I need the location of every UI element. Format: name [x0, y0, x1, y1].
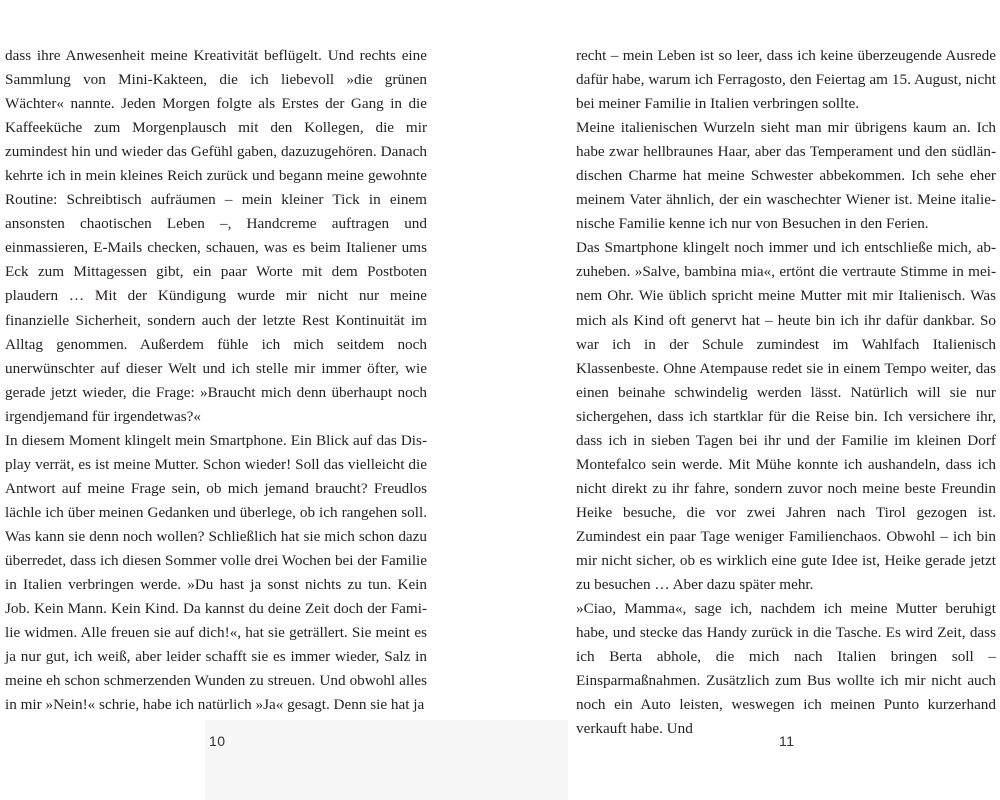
left-page — [0, 44, 440, 800]
right-page-text — [576, 44, 996, 741]
paragraph: Meine italienischen Wurzeln sieht man mir übrigens kaum an. Ich habe zwar hellbraunes Haar, aber das Temperament und den südländischen Charme hat meine Schwester abbekommen. Ich sehe eher meinem Vater ähnlich, der ein waschechter Wiener ist. Meine italienische Familie kenne ich nur von Besuchen in den Ferien. — [576, 119, 996, 233]
right-page-number: 11 — [779, 733, 795, 749]
paragraph: dass ihre Anwesenheit meine Kreativität beflügelt. Und rechts eine Sammlung von Mini-Kakteen, die ich liebevoll »die grünen Wächter« nannte. Jeden Morgen folgte als Erstes der Gang in die Kaffeeküche zum Morgenplausch mit den Kollegen, die mir zumindest hin und wieder das Gefühl gaben, dazuzugehören. Danach kehrte ich in mein kleines Reich zurück und begann meine gewohnte Routine: Schreibtisch aufräumen – mein kleiner Tick in einem ansonsten chaotischen Leben –, Handcreme auftragen und einmassieren, E-Mails checken, schauen, was es beim Italiener ums Eck zum Mittagessen gibt, ein paar Worte mit dem Postboten plaudern … Mit der Kündigung wurde mir nicht nur meine finanzielle Sicherheit, sondern auch der letzte Rest Kontinuität im Alltag genommen. Außerdem fühle ich mich seitdem noch unerwünschter auf dieser Welt und ich stelle mir immer öfter, wie gerade jetzt wieder, die Frage: »Braucht mich denn überhaupt noch irgendjemand für irgendetwas?« — [5, 47, 427, 425]
paragraph: Das Smartphone klingelt noch immer und ich entschließe mich, abzuheben. »Salve, bambina mia«, ertönt die vertraute Stimme in meinem Ohr. Wie üblich spricht meine Mutter mit mir Italienisch. Was mich als Kind oft genervt hat – heute bin ich ihr dafür dankbar. So war ich in der Schule zumindest im Wahlfach Italienisch Klassenbeste. Ohne Atempause redet sie in einem Tempo weiter, das einen beinahe schwindelig werden lässt. Natürlich will sie nur sichergehen, dass ich startklar für die Reise bin. Ich versichere ihr, dass ich in sieben Tagen bei ihr und der Familie im kleinen Dorf Montefalco sein werde. Mit Mühe konnte ich aushandeln, dass ich nicht direkt zu ihr fahre, sondern zuvor noch meine beste Freundin Heike besuche, die vor zwei Jahren nach Tirol gezogen ist. Zumindest ein paar Tage weniger Familienchaos. Obwohl – ich bin mir nicht sicher, ob es wirklich eine gute Idee ist, Heike gerade jetzt zu besuchen … Aber dazu später mehr. — [576, 239, 996, 594]
paragraph: In diesem Moment klingelt mein Smartphone. Ein Blick auf das Display verrät, es ist meine Mutter. Schon wieder! Soll das vielleicht die Antwort auf meine Frage sein, ob mich jemand braucht? Freudlos lächle ich über meinen Gedanken und überlege, ob ich rangehen soll. Was kann sie denn noch wollen? Schließlich hat sie mich schon dazu überredet, dass ich diesen Sommer volle drei Wochen bei der Familie in Italien verbringen werde. »Du hast ja sonst nichts zu tun. Kein Job. Kein Mann. Kein Kind. Da kannst du deine Zeit doch der Familie widmen. Alle freuen sie auf dich!«, hat sie geträllert. Sie meint es ja nur gut, ich weiß, aber leider schafft sie es immer wieder, Salz in meine eh schon schmerzenden Wunden zu streuen. Und obwohl alles in mir »Nein!« schrie, habe ich natürlich »Ja« gesagt. Denn sie hat ja — [5, 431, 427, 714]
left-page-text — [5, 44, 427, 717]
paragraph: »Ciao, Mamma«, sage ich, nachdem ich meine Mutter beruhigt habe, und stecke das Handy zurück in die Tasche. Es wird Zeit, dass ich Berta abhole, die mich nach Italien bringen soll – Einsparmaßnahmen. Zusätzlich zum Bus wollte ich mir nicht auch noch ein Auto leisten, weswegen ich meinen Punto kurzerhand verkauft habe. Und — [576, 600, 996, 738]
right-page — [568, 44, 1000, 800]
left-page-number: 10 — [209, 733, 226, 749]
paragraph: recht – mein Leben ist so leer, dass ich keine überzeugende Ausrede dafür habe, warum ich Ferragosto, den Feiertag am 15. August, nicht bei meiner Familie in Italien verbringen sollte. — [576, 47, 996, 113]
